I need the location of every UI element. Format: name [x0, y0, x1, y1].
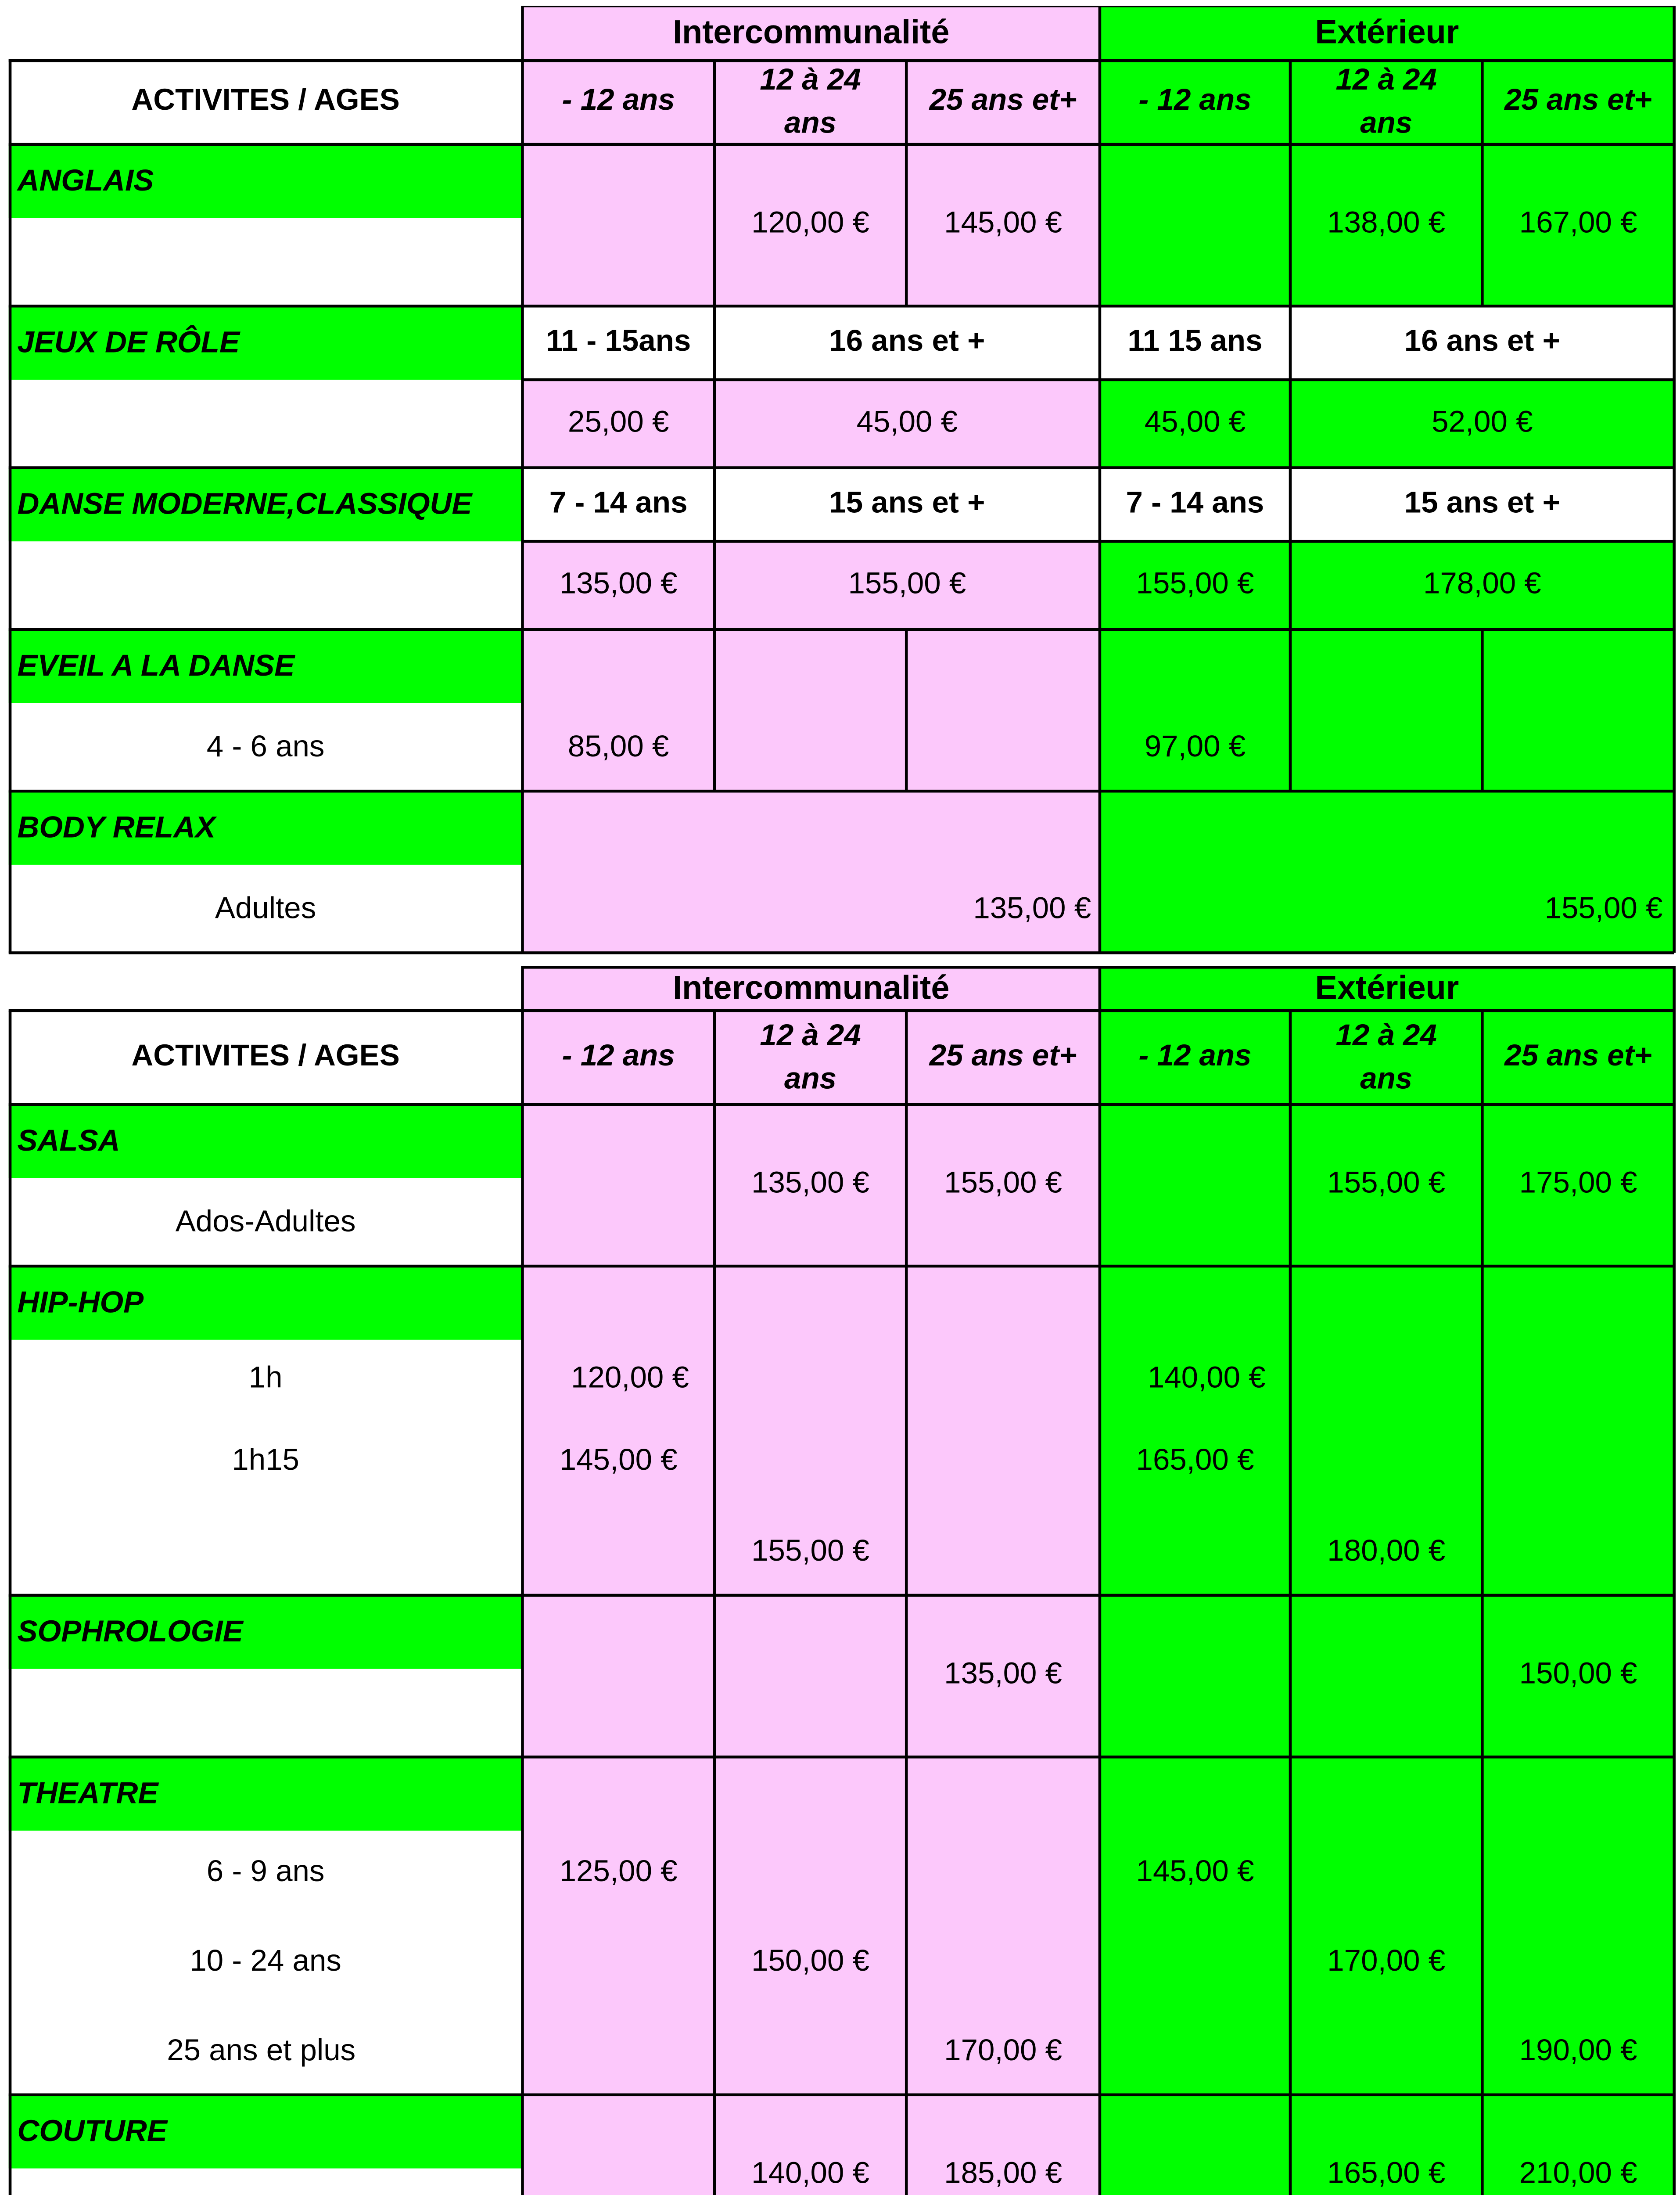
col-header-inter-12-24: 12 à 24 ans	[714, 59, 906, 144]
grid-line	[9, 951, 1674, 954]
grid-line	[1098, 966, 1102, 2195]
grid-line	[1673, 6, 1676, 953]
price-eveil-inter: 85,00 €	[567, 730, 669, 764]
activity-name-couture: COUTURE	[9, 2095, 523, 2169]
activity-name-body-relax: BODY RELAX	[9, 791, 523, 865]
sub-theatre-25-plus: 25 ans et plus	[167, 2034, 356, 2068]
price-anglais-inter-12-24: 120,00 €	[751, 206, 869, 240]
col-header-ext-25-plus: 25 ans et+	[1482, 59, 1674, 144]
price-jdr-ext-16-plus: 52,00 €	[1290, 380, 1674, 468]
sub-eveil-ages: 4 - 6 ans	[206, 730, 325, 764]
grid-line	[713, 1011, 716, 2195]
price-salsa-inter-12-24: 135,00 €	[751, 1166, 869, 1200]
sub-salsa: Ados-Adultes	[175, 1205, 356, 1239]
activity-name-sophrologie: SOPHROLOGIE	[9, 1595, 523, 1669]
grid-line	[1481, 1011, 1484, 2195]
grid-line	[905, 1011, 908, 2195]
grid-line	[1289, 306, 1292, 630]
grid-line	[905, 630, 908, 791]
grid-line	[9, 143, 1674, 146]
grid-line	[9, 1011, 12, 2195]
age-danse-ext-7-14: 7 - 14 ans	[1126, 487, 1264, 520]
sub-hiphop-1h15: 1h15	[232, 1443, 299, 1477]
price-sophrologie-inter-25-plus: 135,00 €	[944, 1657, 1062, 1691]
price-theatre-ext-6-9: 145,00 €	[1136, 1855, 1254, 1889]
sub-theatre-6-9: 6 - 9 ans	[206, 1855, 325, 1889]
price-couture-ext-25-plus: 210,00 €	[1519, 2157, 1637, 2190]
price-theatre-ext-10-24: 170,00 €	[1327, 1944, 1446, 1978]
price-theatre-inter-25-plus: 170,00 €	[944, 2034, 1062, 2068]
activity-name-salsa: SALSA	[9, 1105, 523, 1178]
age-danse-ext-15-plus: 15 ans et +	[1404, 487, 1560, 520]
grid-line	[521, 6, 524, 953]
activity-name-hiphop: HIP-HOP	[9, 1266, 523, 1340]
price-sophrologie-ext-25-plus: 150,00 €	[1519, 1657, 1637, 1691]
price-hiphop-inter-1h: 120,00 €	[571, 1361, 689, 1395]
grid-line	[713, 306, 716, 630]
age-jdr-inter-16-plus: 16 ans et +	[829, 325, 985, 359]
price-danse-inter-15-plus: 155,00 €	[714, 541, 1100, 630]
price-couture-ext-12-24: 165,00 €	[1327, 2157, 1446, 2190]
grid-line	[9, 1009, 1674, 1012]
age-danse-inter-15-plus: 15 ans et +	[829, 487, 985, 520]
col-header-inter-25-plus: 25 ans et+	[906, 59, 1100, 144]
price-eveil-ext: 97,00 €	[1144, 730, 1246, 764]
price-salsa-ext-12-24: 155,00 €	[1327, 1166, 1446, 1200]
col-header-ext-12-24: 12 à 24 ans	[1290, 1011, 1482, 1105]
price-danse-ext-7-14: 155,00 €	[1100, 541, 1290, 630]
col-header-ext-under-12: - 12 ans	[1100, 1011, 1290, 1105]
price-anglais-ext-25-plus: 167,00 €	[1519, 206, 1637, 240]
sub-hiphop-1h: 1h	[248, 1361, 283, 1395]
price-theatre-inter-10-24: 150,00 €	[751, 1944, 869, 1978]
price-salsa-ext-25-plus: 175,00 €	[1519, 1166, 1637, 1200]
price-body-relax-inter: 135,00 €	[973, 892, 1091, 925]
grid-line	[9, 466, 1674, 469]
activity-name-jeux-de-role: JEUX DE RÔLE	[9, 306, 523, 380]
grid-line	[1289, 630, 1292, 791]
activity-name-anglais: ANGLAIS	[9, 144, 523, 218]
grid-line	[9, 1756, 1674, 1759]
sub-theatre-10-24: 10 - 24 ans	[190, 1944, 341, 1978]
grid-line	[1481, 59, 1484, 306]
col-header-inter-12-24: 12 à 24 ans	[714, 1011, 906, 1105]
grid-line	[713, 630, 716, 791]
grid-line	[1289, 1011, 1292, 2195]
grid-line	[905, 59, 908, 306]
price-salsa-inter-25-plus: 155,00 €	[944, 1166, 1062, 1200]
price-jdr-ext-11-15: 45,00 €	[1100, 380, 1290, 468]
grid-line	[9, 628, 1674, 631]
price-hiphop-inter-1h15: 145,00 €	[559, 1443, 678, 1477]
col-header-ext-under-12: - 12 ans	[1100, 59, 1290, 144]
grid-line	[713, 59, 716, 306]
price-hiphop-ext-1h: 140,00 €	[1147, 1361, 1266, 1395]
age-jdr-inter-11-15: 11 - 15ans	[546, 325, 691, 359]
activities-ages-header: ACTIVITES / AGES	[131, 1040, 400, 1073]
col-header-inter-25-plus: 25 ans et+	[906, 1011, 1100, 1105]
price-anglais-ext-12-24: 138,00 €	[1327, 206, 1446, 240]
grid-line	[9, 2093, 1674, 2096]
price-couture-inter-12-24: 140,00 €	[751, 2157, 869, 2190]
price-theatre-ext-25-plus: 190,00 €	[1519, 2034, 1637, 2068]
price-hiphop-ext-12-24: 180,00 €	[1327, 1534, 1446, 1568]
price-jdr-inter-16-plus: 45,00 €	[714, 380, 1100, 468]
grid-line	[1289, 59, 1292, 306]
group-header-intercommunalite: Intercommunalité	[522, 6, 1099, 59]
sub-body-relax: Adultes	[215, 892, 316, 925]
activity-name-theatre: THEATRE	[9, 1757, 523, 1831]
grid-line	[9, 1594, 1674, 1597]
price-couture-inter-25-plus: 185,00 €	[944, 2157, 1062, 2190]
grid-line	[9, 1265, 1674, 1268]
group-header-exterieur: Extérieur	[1100, 967, 1674, 1011]
col-header-ext-12-24: 12 à 24 ans	[1290, 59, 1482, 144]
col-header-inter-under-12: - 12 ans	[522, 1011, 714, 1105]
grid-line	[1098, 6, 1102, 953]
price-hiphop-inter-12-24: 155,00 €	[751, 1534, 869, 1568]
col-header-inter-under-12: - 12 ans	[522, 59, 714, 144]
group-header-exterieur: Extérieur	[1100, 6, 1674, 59]
activity-name-danse: DANSE MODERNE,CLASSIQUE	[9, 468, 523, 542]
age-jdr-ext-11-15: 11 15 ans	[1127, 325, 1263, 359]
price-danse-ext-15-plus: 178,00 €	[1290, 541, 1674, 630]
grid-line	[521, 966, 524, 2195]
grid-line	[9, 1103, 1674, 1106]
group-header-intercommunalite: Intercommunalité	[522, 967, 1099, 1011]
grid-line	[9, 790, 1674, 793]
price-hiphop-ext-1h15: 165,00 €	[1136, 1443, 1254, 1477]
activities-ages-header: ACTIVITES / AGES	[131, 84, 400, 118]
grid-line	[1673, 966, 1676, 2195]
price-theatre-inter-6-9: 125,00 €	[559, 1855, 678, 1889]
price-jdr-inter-11-15: 25,00 €	[522, 380, 714, 468]
price-anglais-inter-25-plus: 145,00 €	[944, 206, 1062, 240]
grid-line	[9, 59, 1674, 62]
age-jdr-ext-16-plus: 16 ans et +	[1404, 325, 1560, 359]
price-body-relax-ext: 155,00 €	[1544, 892, 1663, 925]
age-danse-inter-7-14: 7 - 14 ans	[549, 487, 688, 520]
grid-line	[1481, 630, 1484, 791]
activity-name-eveil: EVEIL A LA DANSE	[9, 630, 523, 703]
col-header-ext-25-plus: 25 ans et+	[1482, 1011, 1674, 1105]
grid-line	[9, 305, 1674, 308]
price-danse-inter-7-14: 135,00 €	[522, 541, 714, 630]
grid-line	[9, 59, 12, 953]
